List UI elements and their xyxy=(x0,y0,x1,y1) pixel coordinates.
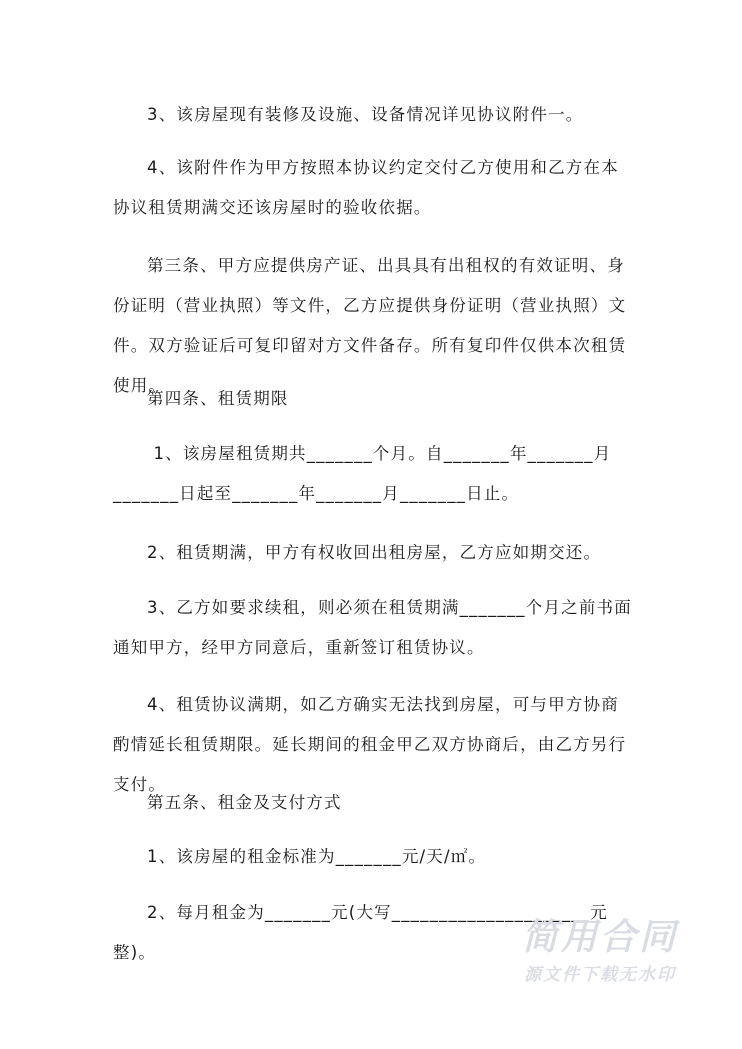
paragraph-extension: 4、租赁协议满期，如乙方确实无法找到房屋，可与甲方协商酌情延长租赁期限。延长期间的租金甲乙双方协商后，由乙方另行支付。 xyxy=(113,695,627,794)
heading-article-five: 第五条、租金及支付方式 xyxy=(147,793,342,812)
watermark-logo xyxy=(500,918,700,988)
paragraph-renewal: 3、乙方如要求续租，则必须在租赁期满_______个月之前书面通知甲方，经甲方同意后，重新签订租赁协议。 xyxy=(113,598,632,657)
paragraph-attachment-one: 3、该房屋现有装修及设施、设备情况详见协议附件一。 xyxy=(147,105,584,124)
watermark-title: 简用合同 xyxy=(521,917,678,958)
paragraph-article-three: 第三条、甲方应提供房产证、出具具有出租权的有效证明、身份证明（营业执照）等文件，乙方应提供身份证明（营业执照）文件。双方验证后可复印留对方文件备存。所有复印件仅供本次租赁使用。 xyxy=(113,256,627,395)
heading-article-four: 第四条、租赁期限 xyxy=(147,389,289,408)
paragraph-lease-term: 1、该房屋租赁期共_______个月。自_______年_______月_______日起至_______年_______月_______日止。 xyxy=(113,444,612,503)
paragraph-rent-standard: 1、该房屋的租金标准为_______元/天/㎡。 xyxy=(147,847,487,866)
watermark-subtitle: 源文件下载无水印 xyxy=(524,965,676,985)
paragraph-monthly-rent: 2、每月租金为_______元(大写_____________________元整)。 xyxy=(113,903,608,962)
paragraph-attachment-basis: 4、该附件作为甲方按照本协议约定交付乙方使用和乙方在本协议租赁期满交还该房屋时的验收依据。 xyxy=(113,158,619,217)
paragraph-lease-expiry: 2、租赁期满，甲方有权收回出租房屋，乙方应如期交还。 xyxy=(147,543,602,562)
